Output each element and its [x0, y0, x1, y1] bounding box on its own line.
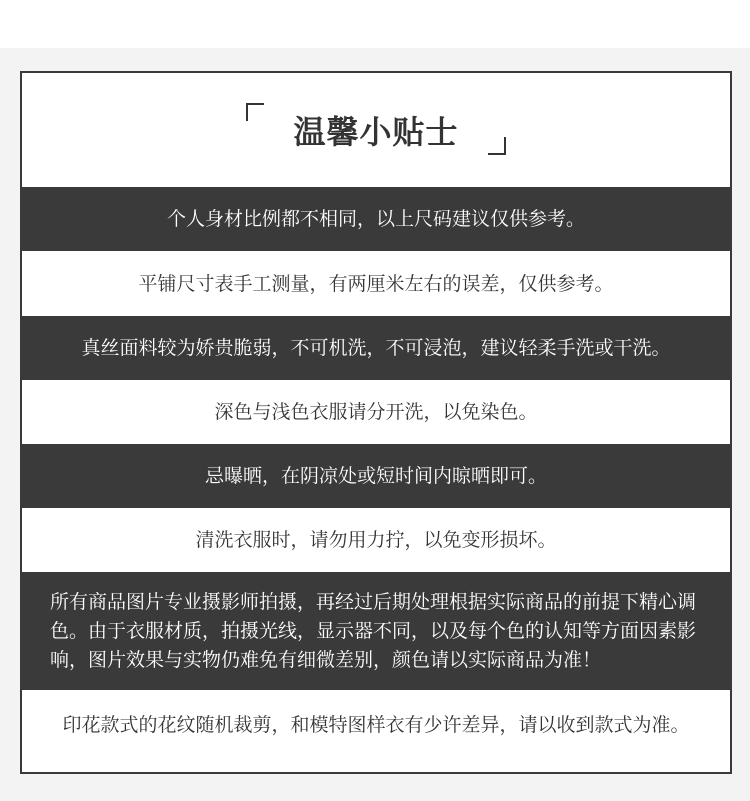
tip-row [22, 444, 730, 508]
tips-card [20, 71, 732, 774]
tip-row [22, 690, 730, 760]
tip-text: 所有商品图片专业摄影师拍摄，再经过后期处理根据实际商品的前提下精心调色。由于衣服材质，拍摄光线，显示器不同，以及每个色的认知等方面因素影响，图片效果与实物仍难免有细微差别，颜色请以实际商品为准！ [50, 590, 697, 671]
tips-list [22, 187, 730, 760]
tip-text: 印花款式的花纹随机裁剪，和模特图样衣有少许差异，请以收到款式为准。 [62, 714, 690, 736]
tip-text: 个人身材比例都不相同，以上尺码建议仅供参考。 [166, 208, 585, 230]
tip-text: 忌曝晒，在阴凉处或短时间内晾晒即可。 [204, 465, 547, 487]
tip-text: 真丝面料较为娇贵脆弱，不可机洗，不可浸泡，建议轻柔手洗或干洗。 [81, 337, 671, 359]
tips-header [22, 73, 730, 187]
tip-row [22, 316, 730, 380]
page-title: 温馨小贴士 [293, 113, 459, 151]
tip-text: 清洗衣服时，请勿用力拧，以免变形损坏。 [195, 529, 557, 551]
tip-text: 平铺尺寸表手工测量，有两厘米左右的误差，仅供参考。 [138, 272, 614, 295]
top-margin [0, 0, 750, 48]
tip-text: 深色与浅色衣服请分开洗，以免染色。 [214, 401, 538, 423]
corner-bracket-right-icon [488, 137, 506, 155]
tip-row [22, 572, 730, 690]
tip-row [22, 508, 730, 572]
tip-row [22, 380, 730, 444]
tip-row [22, 251, 730, 316]
tip-row [22, 187, 730, 251]
